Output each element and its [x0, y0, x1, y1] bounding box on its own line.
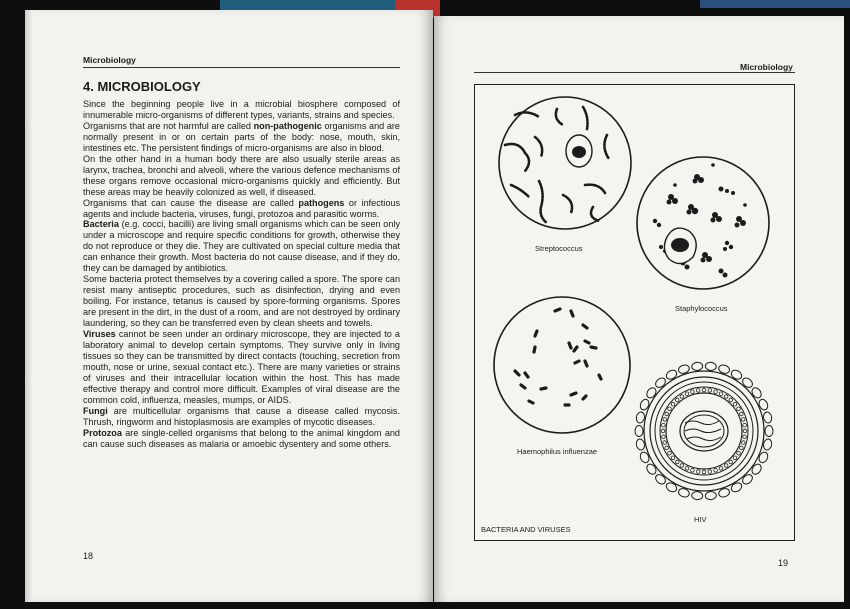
- hiv-surface-knob: [763, 438, 773, 450]
- hiv-capsid-bead: [671, 456, 675, 460]
- hiv-capsid-bead: [661, 429, 665, 433]
- bacteria-viruses-figure: [474, 84, 795, 541]
- paragraph-8: Fungi are multicellular organisms that cause a disease called mycosis. Thrush, ringworm and histoplasmosis are examples of mycotic diseases.: [83, 405, 400, 427]
- hiv-capsid-bead: [714, 390, 718, 394]
- term-pathogens: pathogens: [298, 197, 345, 208]
- hiv-surface-knob: [705, 491, 717, 500]
- hiv-capsid-bead: [696, 470, 700, 474]
- hiv-surface-knob: [705, 362, 717, 371]
- hiv-capsid-bead: [724, 395, 728, 399]
- hiv-surface-knob: [639, 398, 651, 411]
- paragraph-7: Viruses cannot be seen under an ordinary microscope, they are injected to a laboratory animal to develop certain symptoms. They survive only in living tissues so they can be transmitted by direct contacts (touching, secretion from mouth, nose or urine, sexual contact etc.). There are many varieties or strains of viruses and their intracellular location within the host. This has made effective therapy and control more difficult. Examples of viral disease are the common cold, influenza, measles, mumps, or AIDS.: [83, 329, 400, 405]
- hiv-capsid-bead: [702, 470, 706, 474]
- hiv-capsid-bead: [733, 456, 737, 460]
- hiv-surface-knob: [645, 462, 658, 476]
- hiv-capsid-bead: [691, 469, 695, 473]
- hiv-surface-knob: [750, 462, 763, 476]
- hiv-capsid-bead: [729, 398, 733, 402]
- body-text: [83, 99, 400, 450]
- hiv-capsid-bead: [740, 446, 744, 450]
- hiv-surface-knob: [639, 451, 651, 464]
- figure-caption: BACTERIA AND VIRUSES: [481, 525, 571, 534]
- hiv-capsid-bead: [685, 467, 689, 471]
- hiv-capsid-bead: [680, 464, 684, 468]
- hiv-capsid-bead: [662, 435, 666, 439]
- hiv-capsid-bead: [668, 407, 672, 411]
- right-header-rule: [474, 72, 795, 73]
- hiv-capsid-bead: [742, 441, 746, 445]
- hiv-surface-knob: [635, 426, 643, 437]
- label-haemophilus: Haemophilus influenzae: [517, 447, 598, 456]
- page-stack-edge: [25, 10, 33, 602]
- left-running-head: Microbiology: [83, 55, 136, 65]
- paragraph-2: Organisms that are not harmful are called non-pathogenic organisms and are normally present in or on certain parts of the body: nose, mouth, skin, intestines etc. The persistent findings of micro-organisms are also in blood.: [83, 120, 400, 153]
- hiv-capsid-bead: [708, 389, 712, 393]
- hiv-capsid-bead: [733, 402, 737, 406]
- hiv-capsid-bead: [663, 418, 667, 422]
- hiv-capsid-bead: [671, 402, 675, 406]
- hiv-capsid-bead: [719, 392, 723, 396]
- hiv-capsid-bead: [742, 418, 746, 422]
- hiv-surface-knob: [665, 481, 679, 493]
- hiv-capsid-bead: [675, 398, 679, 402]
- hiv-surface-knob: [758, 451, 770, 464]
- paragraph-3: On the other hand in a human body there are also usually sterile areas as larynx, trachea, bronchi and alveoli, where the various defence mechanisms of these organs remove occasional micro-organisms quickly and efficiently. But these areas may be heavily colonized as well, if diseased.: [83, 153, 400, 197]
- paragraph-6: Some bacteria protect themselves by a covering called a spore. The spore can resist many antiseptic procedures, such as disinfection, drying and even boiling. For instance, tetanus is caused by spore-forming organisms. Spores are present in the dirt, in the dust of a room, and are not destroyed by ordinary laundering, so they can be transferred even by clean sheets and towels.: [83, 274, 400, 329]
- staphylococcus-illustration: [637, 157, 769, 289]
- hiv-surface-knob: [758, 398, 770, 411]
- hiv-capsid-bead: [743, 429, 747, 433]
- chapter-title: 4. MICROBIOLOGY: [83, 79, 201, 94]
- hiv-capsid-bead: [662, 423, 666, 427]
- cover-edge-blue-right: [700, 0, 850, 8]
- paragraph-4: Organisms that can cause the disease are called pathogens or infectious agents and include bacteria, viruses, fungi, protozoa and parasitic worms.: [83, 197, 400, 219]
- hiv-capsid-bead: [675, 460, 679, 464]
- hiv-capsid-bead: [665, 446, 669, 450]
- hiv-capsid-bead: [737, 451, 741, 455]
- hiv-surface-knob: [645, 386, 658, 400]
- cover-edge-blue: [220, 0, 420, 10]
- label-staphylococcus: Staphylococcus: [675, 304, 728, 313]
- term-non-pathogenic: non-pathogenic: [253, 120, 322, 131]
- hiv-surface-knob: [730, 368, 744, 380]
- hiv-surface-knob: [654, 473, 668, 486]
- hiv-capsid-bead: [740, 412, 744, 416]
- hiv-surface-knob: [654, 376, 668, 389]
- hiv-capsid-bead: [685, 392, 689, 396]
- hiv-surface-knob: [635, 438, 645, 450]
- hiv-capsid-bead: [708, 470, 712, 474]
- hiv-capsid-bead: [743, 435, 747, 439]
- haemophilus-illustration: [494, 297, 630, 433]
- hiv-capsid-bead: [724, 464, 728, 468]
- label-hiv: HIV: [694, 515, 707, 524]
- hiv-capsid-bead: [696, 389, 700, 393]
- hiv-surface-knob: [665, 368, 679, 380]
- term-fungi: Fungi: [83, 405, 108, 416]
- right-running-head: Microbiology: [740, 62, 793, 72]
- hiv-capsid-bead: [702, 388, 706, 392]
- streptococcus-illustration: [499, 97, 631, 229]
- term-protozoa: Protozoa: [83, 427, 122, 438]
- hiv-illustration: [635, 362, 773, 500]
- term-viruses: Viruses: [83, 329, 116, 340]
- hiv-capsid-bead: [680, 395, 684, 399]
- term-bacteria: Bacteria: [83, 219, 119, 230]
- hiv-capsid-bead: [729, 460, 733, 464]
- hiv-capsid-bead: [691, 390, 695, 394]
- hiv-surface-knob: [730, 481, 744, 493]
- hiv-surface-knob: [765, 426, 773, 437]
- hiv-surface-knob: [635, 411, 645, 423]
- hiv-surface-knob: [691, 491, 703, 500]
- paragraph-5: Bacteria (e.g. cocci, bacilli) are living small organisms which can be seen only under a microscope and require specific conditions for growth, otherwise they do not reproduce or they die. They are cultivated on special culture media that can enhance their growth. Most bacteria do not cause disease, and if they do, they can be damaged by antibiotics.: [83, 219, 400, 274]
- hiv-capsid-bead: [668, 451, 672, 455]
- hiv-surface-knob: [741, 473, 755, 486]
- hiv-capsid-bead: [714, 469, 718, 473]
- hiv-surface-knob: [750, 386, 763, 400]
- hiv-capsid-bead: [737, 407, 741, 411]
- hiv-surface-knob: [763, 411, 773, 423]
- right-page-number: 19: [778, 558, 789, 568]
- paragraph-1: Since the beginning people live in a microbial biosphere composed of innumerable micro-organisms of different types, variants, strains and species.: [83, 99, 400, 120]
- hiv-capsid-bead: [665, 412, 669, 416]
- figure-illustration: [475, 85, 796, 542]
- hiv-capsid-bead: [663, 441, 667, 445]
- left-page-number: 18: [83, 551, 94, 561]
- paragraph-9: Protozoa are single-celled organisms that belong to the animal kingdom and can cause such diseases as malaria or amoebic dysentery and some others.: [83, 427, 400, 449]
- hiv-surface-knob: [741, 376, 755, 389]
- hiv-capsid-bead: [743, 423, 747, 427]
- left-header-rule: [83, 67, 400, 68]
- hiv-capsid-bead: [719, 467, 723, 471]
- label-streptococcus: Streptococcus: [535, 244, 583, 253]
- hiv-surface-knob: [691, 362, 703, 371]
